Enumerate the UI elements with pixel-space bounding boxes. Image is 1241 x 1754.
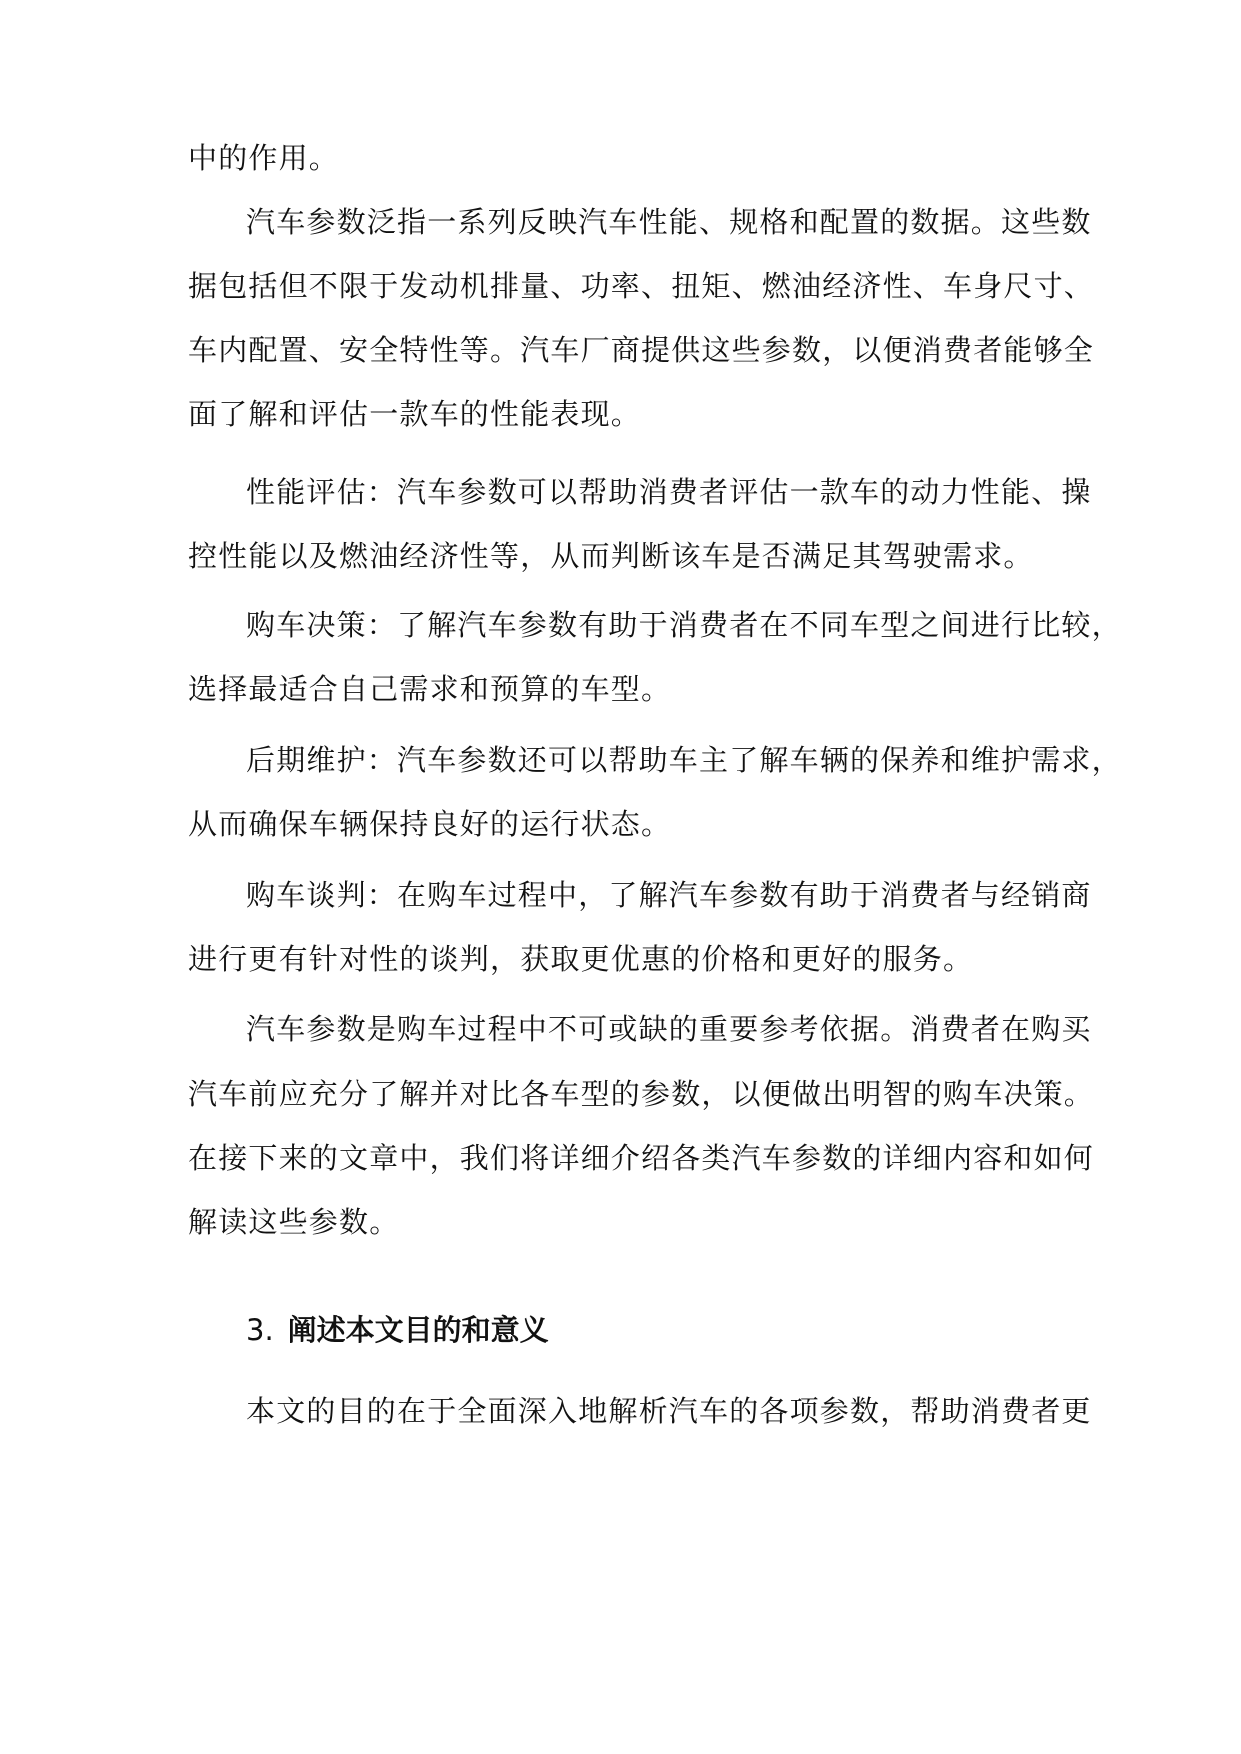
text-line: 汽车参数泛指一系列反映汽车性能、规格和配置的数据。这些数 (246, 205, 1092, 239)
text-line: 从而确保车辆保持良好的运行状态。 (188, 807, 672, 841)
section-title: 阐述本文目的和意义 (287, 1313, 549, 1347)
text-line: 汽车前应充分了解并对比各车型的参数，以便做出明智的购车决策。 (188, 1077, 1095, 1111)
text-line: 车内配置、安全特性等。汽车厂商提供这些参数，以便消费者能够全 (188, 333, 1095, 367)
section-number: 3. (246, 1313, 274, 1347)
text-line: 在接下来的文章中，我们将详细介绍各类汽车参数的详细内容和如何 (188, 1141, 1095, 1175)
text-line: 购车谈判：在购车过程中，了解汽车参数有助于消费者与经销商 (246, 878, 1092, 912)
text-line: 解读这些参数。 (188, 1205, 400, 1239)
text-line: 后期维护：汽车参数还可以帮助车主了解车辆的保养和维护需求， (246, 743, 1122, 777)
text-line: 购车决策：了解汽车参数有助于消费者在不同车型之间进行比较， (246, 608, 1122, 642)
text-line: 汽车参数是购车过程中不可或缺的重要参考依据。消费者在购买 (246, 1012, 1092, 1046)
text-line: 中的作用。 (188, 141, 340, 175)
text-line: 据包括但不限于发动机排量、功率、扭矩、燃油经济性、车身尺寸、 (188, 269, 1095, 303)
text-line: 本文的目的在于全面深入地解析汽车的各项参数，帮助消费者更 (246, 1394, 1092, 1428)
text-line: 面了解和评估一款车的性能表现。 (188, 397, 642, 431)
text-line: 选择最适合自己需求和预算的车型。 (188, 672, 672, 706)
text-line: 进行更有针对性的谈判，获取更优惠的价格和更好的服务。 (188, 942, 974, 976)
text-line: 控性能以及燃油经济性等，从而判断该车是否满足其驾驶需求。 (188, 539, 1034, 573)
section-heading (246, 1310, 549, 1350)
text-line: 性能评估：汽车参数可以帮助消费者评估一款车的动力性能、操 (246, 475, 1092, 509)
